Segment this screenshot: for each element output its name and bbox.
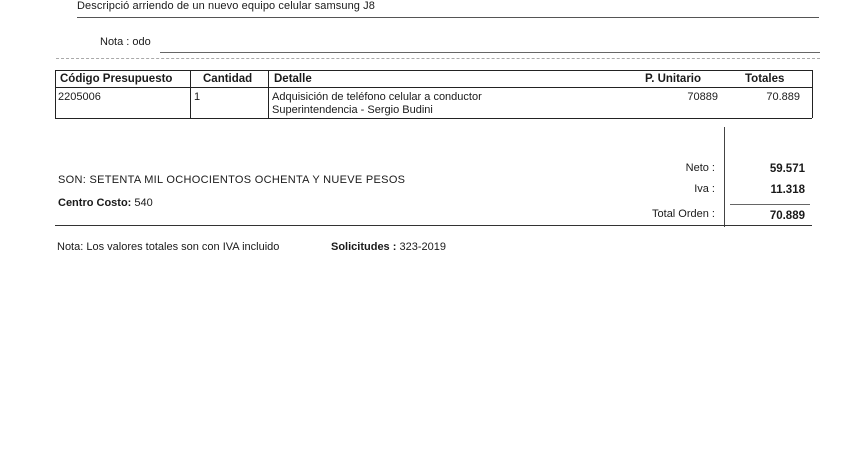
cell-p-unitario: 70889 [687, 91, 718, 103]
total-separator [730, 204, 810, 205]
cost-center [58, 197, 153, 209]
solicitudes-label: Solicitudes : [331, 241, 397, 253]
cell-detalle [272, 91, 482, 117]
column-header-codigo: Código Presupuesto [60, 73, 173, 85]
column-header-cantidad: Cantidad [203, 73, 253, 85]
column-divider-detalle [268, 70, 269, 118]
note-text: Nota : odo [100, 36, 151, 48]
table-top-border [55, 70, 812, 71]
table-bottom-border [55, 225, 812, 226]
totals-divider [724, 127, 725, 227]
table-row-border [55, 118, 812, 119]
cell-total: 70.889 [766, 91, 800, 103]
total-orden-value: 70.889 [769, 210, 805, 222]
column-header-detalle: Detalle [274, 73, 312, 85]
note-underline [160, 52, 820, 53]
column-divider-cantidad [190, 70, 191, 118]
column-header-p-unitario: P. Unitario [645, 73, 702, 85]
table-header-border [55, 87, 812, 88]
cell-codigo: 2205006 [58, 91, 101, 103]
iva-label: Iva : [694, 183, 715, 195]
amount-in-words: SON: SETENTA MIL OCHOCIENTOS OCHENTA Y NUEVE PESOS [58, 174, 406, 186]
cost-center-label: Centro Costo: [58, 197, 132, 209]
footer-note: Nota: Los valores totales son con IVA incluido [57, 241, 280, 253]
dashed-separator [56, 58, 820, 59]
solicitudes [331, 241, 446, 253]
cell-cantidad: 1 [194, 91, 201, 103]
neto-value: 59.571 [769, 163, 805, 175]
description-underline [77, 17, 819, 18]
table-right-border [812, 70, 813, 118]
total-orden-label: Total Orden : [652, 208, 715, 220]
neto-label: Neto : [685, 162, 715, 174]
description-text: Descripció arriendo de un nuevo equipo celular samsung J8 [77, 0, 375, 12]
solicitudes-value: 323-2019 [399, 241, 446, 253]
column-header-totales: Totales [745, 73, 785, 85]
cell-detalle-line2: Superintendencia - Sergio Budini [272, 104, 433, 116]
cost-center-value: 540 [134, 197, 153, 209]
iva-value: 11.318 [770, 184, 805, 196]
table-left-border [55, 70, 56, 118]
cell-detalle-line1: Adquisición de teléfono celular a conductor [272, 91, 482, 103]
